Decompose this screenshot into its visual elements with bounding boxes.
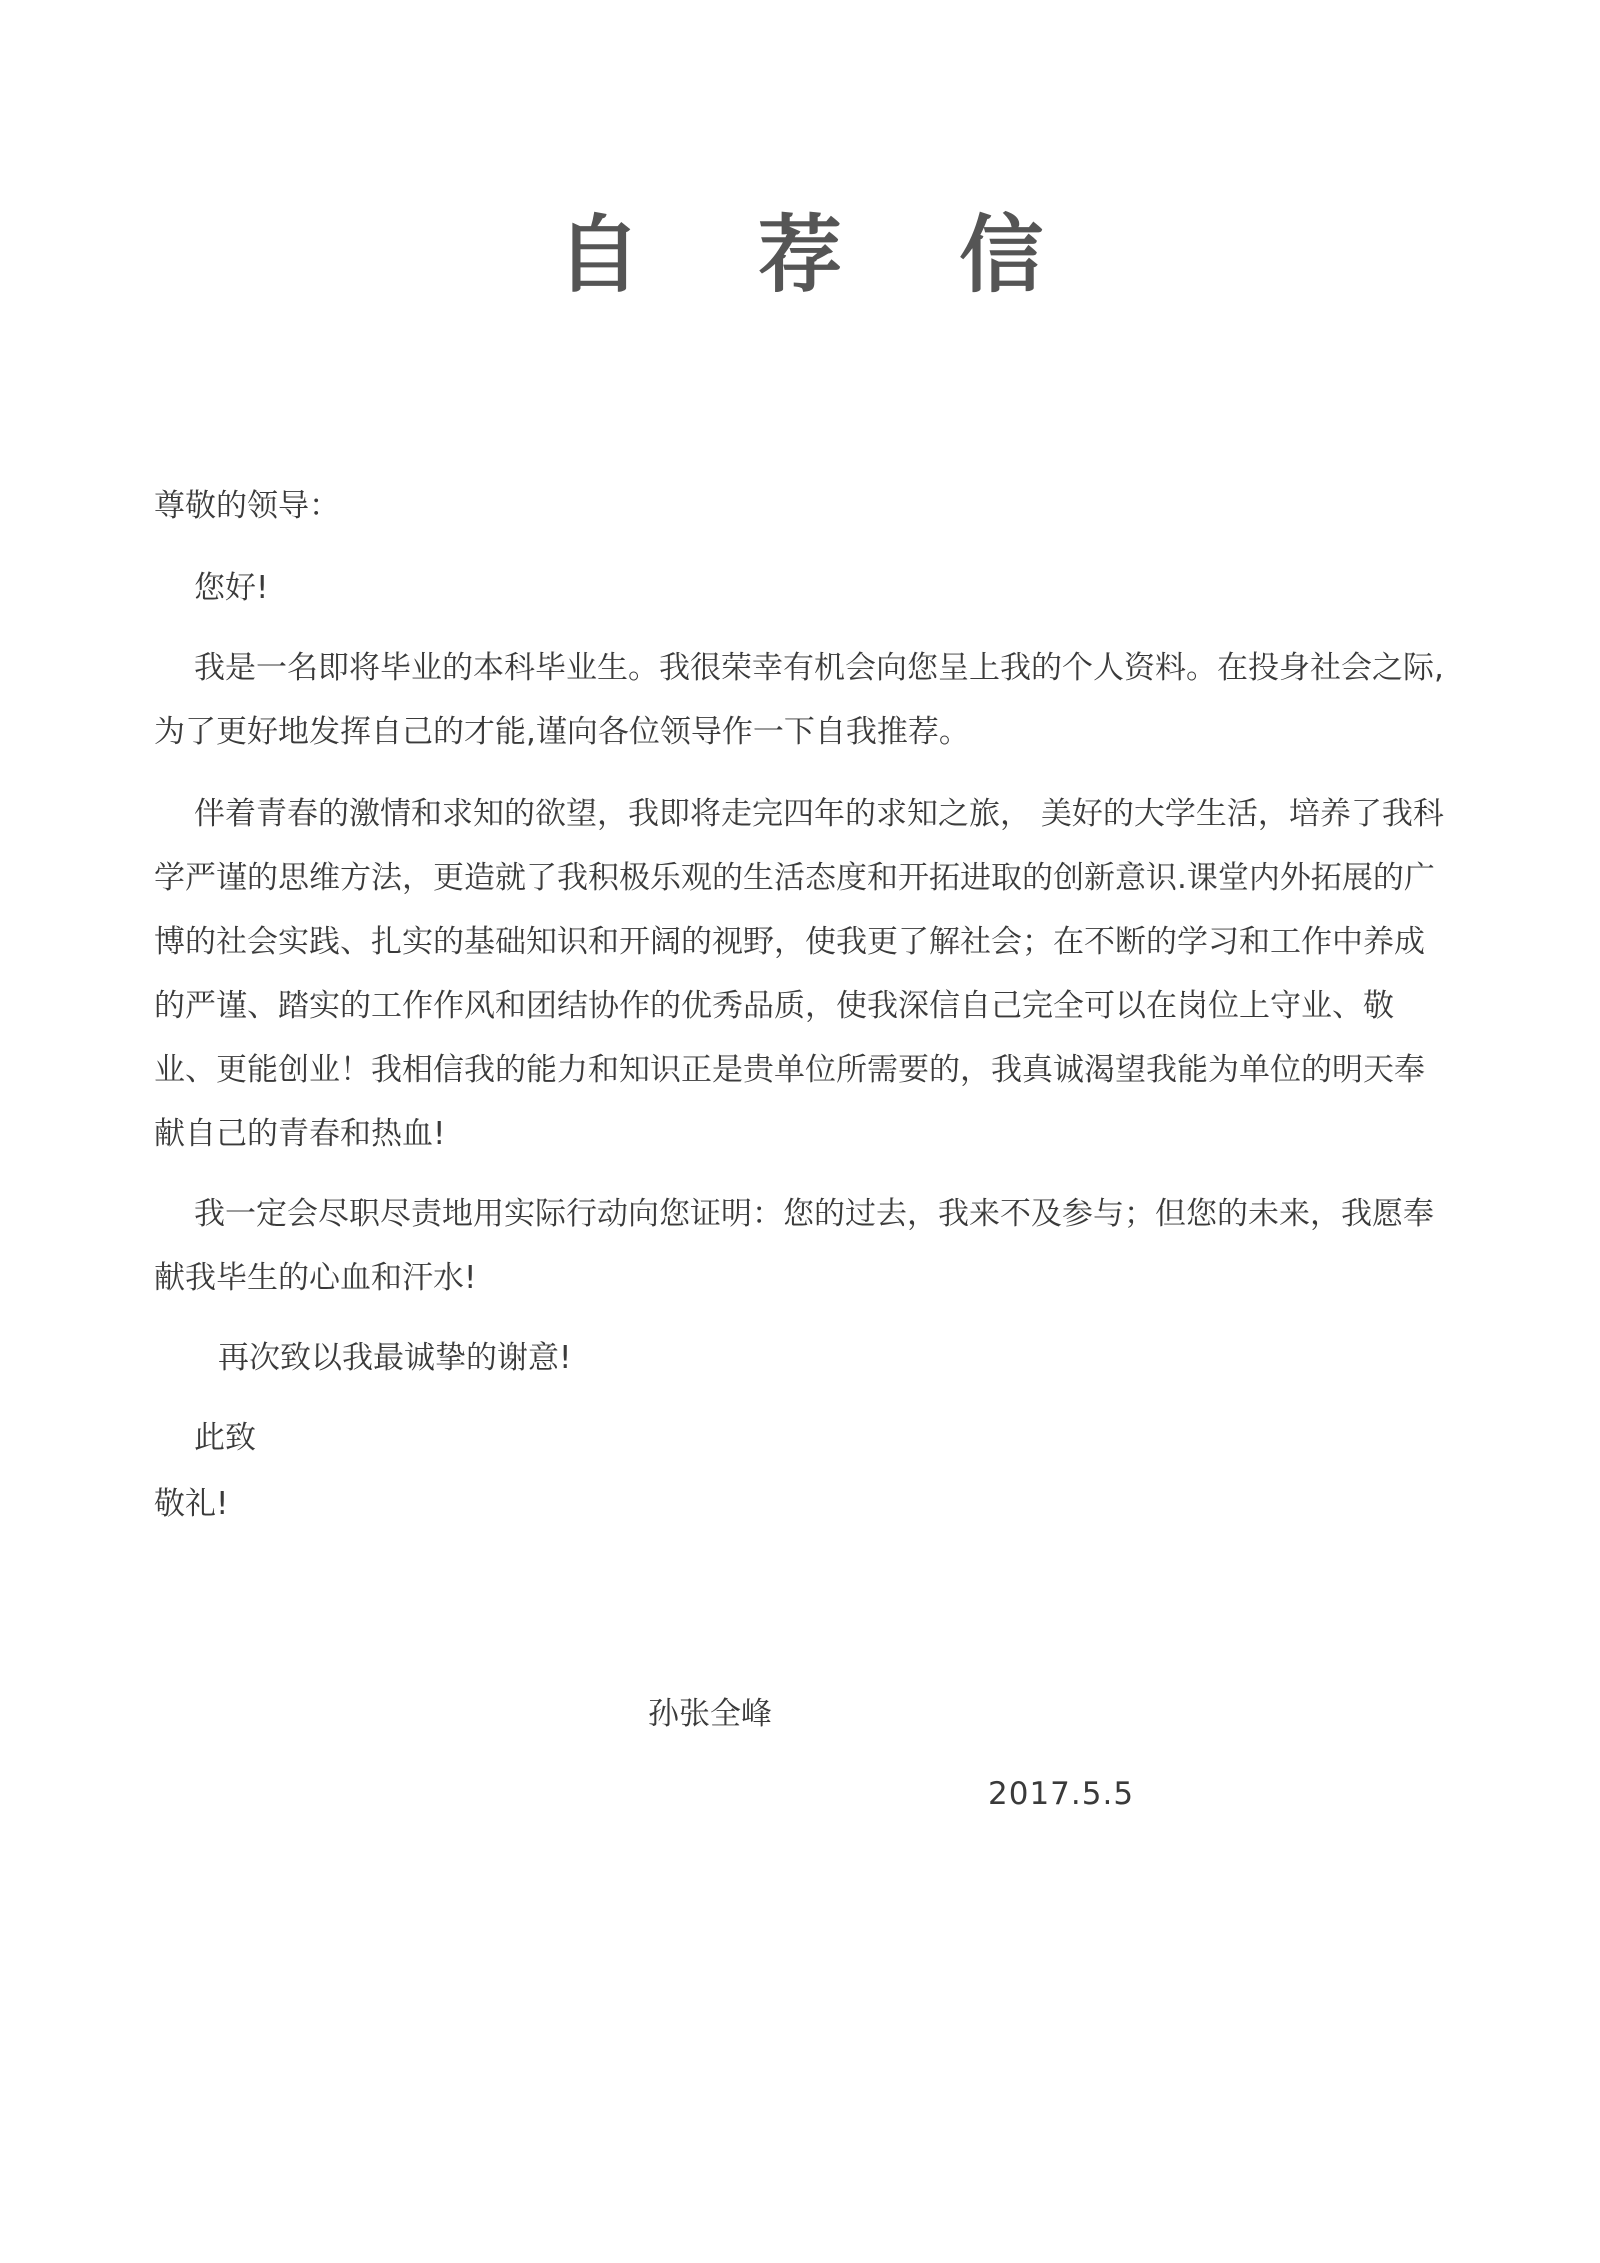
date: 2017.5.5: [988, 1776, 1135, 1812]
paragraph-commitment: 我一定会尽职尽责地用实际行动向您证明：您的过去，我来不及参与；但您的未来，我愿奉献我毕生的心血和汗水!: [154, 1196, 1434, 1296]
letter-title: 自 荐 信: [556, 206, 1088, 304]
greeting: 您好!: [194, 570, 269, 606]
salutation: 尊敬的领导：: [154, 488, 340, 524]
closing-line-1: 此致: [194, 1420, 256, 1456]
signature: 孙张全峰: [648, 1696, 772, 1732]
paragraph-thanks: 再次致以我最诚挚的谢意!: [218, 1340, 572, 1376]
paragraph-intro: 我是一名即将毕业的本科毕业生。我很荣幸有机会向您呈上我的个人资料。在投身社会之际,为了更好地发挥自己的才能,谨向各位领导作一下自我推荐。: [154, 650, 1444, 750]
closing-line-2: 敬礼!: [154, 1486, 229, 1522]
paragraph-experience: 伴着青春的激情和求知的欲望，我即将走完四年的求知之旅， 美好的大学生活，培养了我科学严谨的思维方法，更造就了我积极乐观的生活态度和开拓进取的创新意识.课堂内外拓展的广博的社会实践、扎实的基础知识和开阔的视野，使我更了解社会；在不断的学习和工作中养成的严谨、踏实的工作作风和团结协作的优秀品质，使我深信自己完全可以在岗位上守业、敬业、更能创业！我相信我的能力和知识正是贵单位所需要的，我真诚渴望我能为单位的明天奉献自己的青春和热血!: [154, 796, 1444, 1152]
